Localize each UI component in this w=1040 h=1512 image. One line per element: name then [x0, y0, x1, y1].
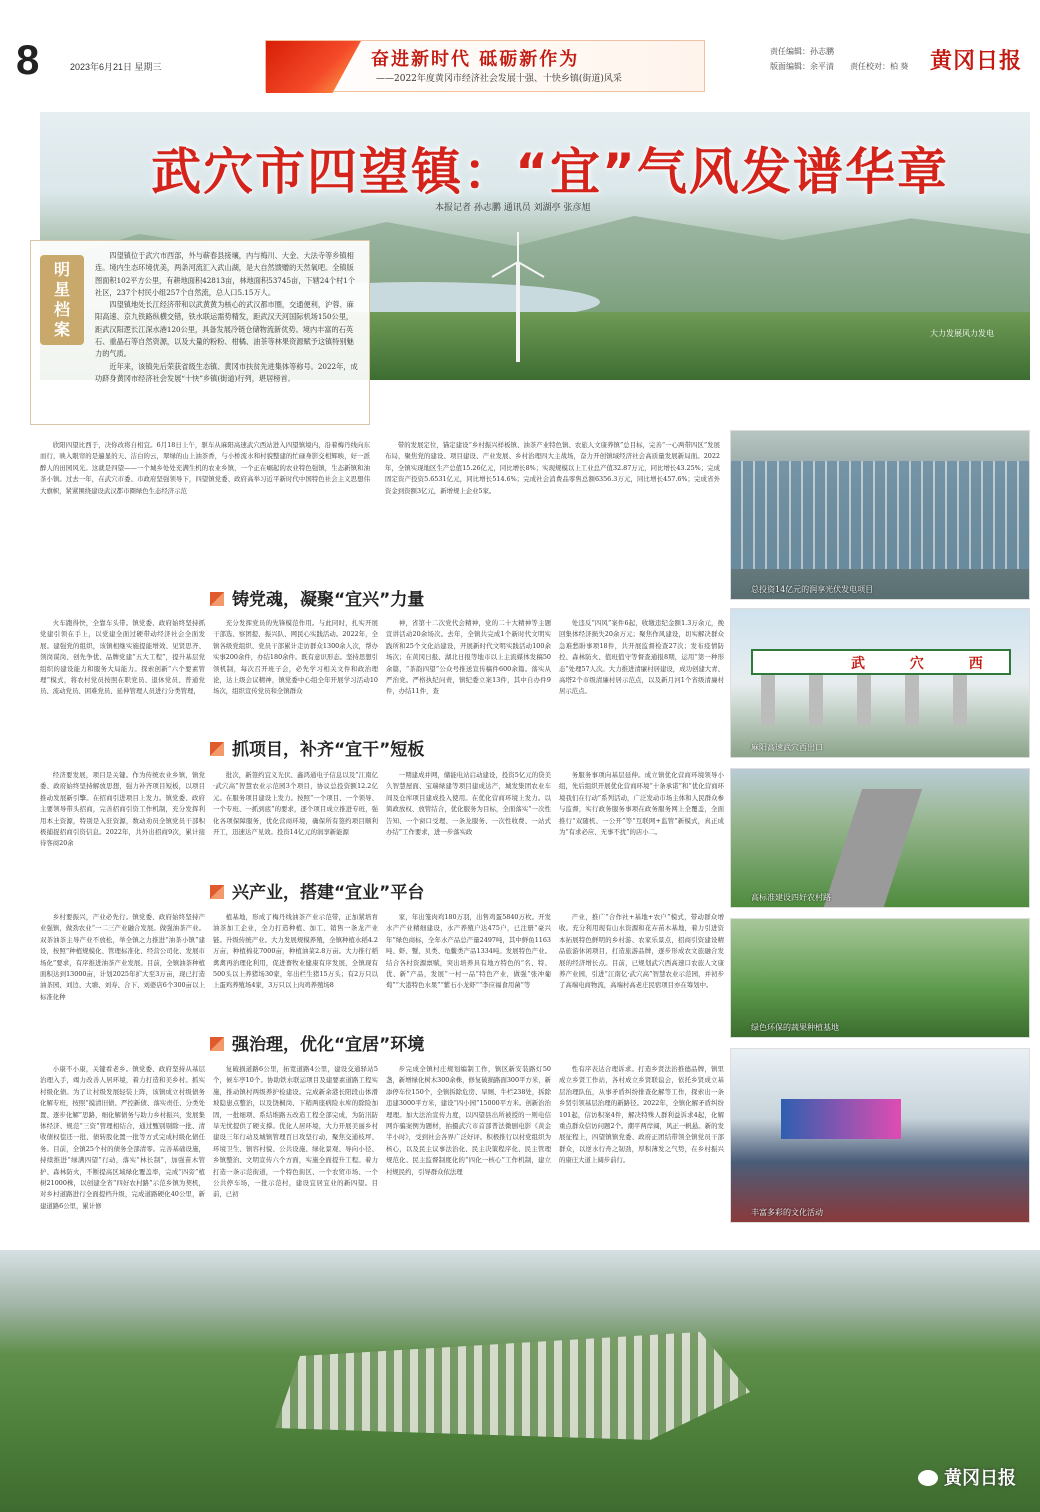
- section-heading-text: 铸党魂，凝聚“宜兴”力量: [232, 590, 425, 610]
- intro-col: 带的发展定位，锚定建设“乡村振兴样板镇、油茶产业特色镇、农旅人文康养镇”总目标，完善“一心两带四区”发展布局，聚焦党的建设、项目建设、产业发展、乡村治理四大主战场，奋力开创镇域经济社会高质量发展新局面。2022年，全镇实现地区生产总值15.26亿元，同比增长8%；实现规模以上工业总产值32.87万元，同比增长43.25%；完成固定资产投资5.6531亿元，同比增长514.6%；完成社会消费品零售总额6356.3万元，同比增长457.6%；完成省外资金到资额3亿元，新增规上企业5家。: [385, 441, 720, 495]
- page-number: 8: [16, 36, 40, 83]
- profile-text: [95, 250, 360, 385]
- section-col: 步完成全镇村庄规划编制工作，镇区新安装路灯50盏，新增绿化树木300余株，修复破损路面300平方米，新添停车位150个，全镇拆除危房、旱厕、牛栏238处，拆除违建3000平方米，建设“四小园”15000平方米。创新治治理理。加大法治宣传力度，以四望县出所被授的一则电信网诈骗案例为题材，拍摄武穴市首部普法微剧电影《黄金半小时》，受到社会各界广泛好评。积极推行以村党组织为核心，以及民主议事法治化、民主决策程序化、民主管理规范化、民主监督制度化的“四化一核心”工作机制，建立村规民约，引导群众依法理: [386, 1065, 551, 1176]
- section-col: 家，年出笼肉鸡180万羽，出售鸡蛋5840万枚。开发水产产业精细建设，水产养殖户达475户，已注册“豪兴年”绿色商标，全年水产品总产量2497吨，其中鲜鱼1163吨、虾、蟹、贝类、龟鳖类产品1334吨。发展特色产业。结合各村资源禀赋，突出培养具有地方特色的“名、特、优、新”产品，发展“一村一品”特色产业，做强“张冲葡萄”“大港特色水果”“紫石小龙虾”“李应福食用菌”等: [386, 913, 551, 990]
- section-col: 务服务事项向基层延伸。成立镇优化营商环境领导小组，先后组织开展优化营商环境“十条承诺”和“优化营商环境我们在行动”系列活动，广泛发动市场主体和人民群众参与监督，实行政务服务事项在政务服务网上全覆盖，全面推行“双随机、一公开”等“互联网+监管”新模式，真正成为“有求必应、无事不扰”的店小二。: [559, 771, 724, 837]
- section-col: 处违反“四风”案件6起，收缴违纪金额1.3万余元，挽回集体经济损失20余万元；聚焦作风建设，切实解决群众急难愁盼事项18件，共开展监督检查27次；发布疫情防控、森林防火、值班值守等督查通报8期，运用“第一种形态”处理57人次。大力推进清廉村居建设，成功创建大青、高塔2个市级清廉村居示范点，以及新月河1个省级清廉村居示范点。: [559, 619, 724, 696]
- profile-paragraph: 近年来，该镇先后荣获省级生态镇、黄冈市扶贫先进集体等称号。2022年，成功跻身黄冈市经济社会发展“十快”乡镇(街道)行列，堪居榜首。: [95, 361, 358, 383]
- intro-col: 欣阳四望比西于，决你改将自相宜。6月18日上午，驱车从麻阳高速武穴西站进入四望镇境内，沿着梅丹线向东而行，映入眼帘的是遍显的天、洁白的云，翠绿的山上油茶香，与小桥流水和村貌整建的忙碌身影交相辉映，好一派醉人的田园风光。这就是四望——一个城乡处处充满生机的农业乡镇，一个正在崛起的农业特色强镇，生态新镇和油茶小镇。过去一年，在武穴市委、市政府坚强领导下，四望镇党委、政府高举习近平新时代中国特色社会主义思想伟大旗帜，紧紧围绕建设武汉都市圈绿色生态经济示范: [40, 441, 370, 495]
- stage-photo: [730, 1048, 1030, 1223]
- watermark-text: 黄冈日报: [944, 1468, 1016, 1489]
- section-heading: [210, 585, 424, 611]
- section-marker-icon: [210, 592, 224, 606]
- section-marker-icon: [210, 1037, 224, 1051]
- road: [820, 789, 922, 908]
- section-col: 性有序表达合理诉求。打造乡贤法治推德品牌，镇里成立乡贤工作站，各村成立乡贤联谊会，依托乡贤成立基层治理队伍，从事矛盾纠纷排查化解等工作，探索出一条乡贤引领基层治理的新路径。2022年，全镇化解矛盾纠纷101起，信访积案4件，解决特殊人群利益诉求4起，化解重点群众信访问题2个。潮平两岸阔，风正一帆悬。新的发展征程上，四望镇镇党委、政府正团结带领全镇党员干部群众，以逆水行舟之韧劲，厚积薄发之气势，在乡村振兴的康庄大道上阔步前行。: [559, 1065, 724, 1165]
- profile-tag-char: 档: [53, 300, 70, 319]
- wechat-icon: [918, 1470, 938, 1486]
- profile-paragraph: 四望镇位于武穴市西部，外与蕲春县接壤，内与梅川、大金、大法寺等乡镇相连。境内生态环境优美，两条河流汇入武山湖，是大自然馈赠的天然氧吧。全镇版图面积102平方公里，有耕地面积42813亩，林地面积53745亩，下辖24个村1个社区，237个村民小组257个自然流，总人口5.15万人。: [95, 251, 356, 297]
- section-heading: [210, 735, 424, 761]
- proof-line: 责任校对：柏 葵: [850, 62, 909, 71]
- toll-gate-pillars: [761, 675, 1001, 725]
- solar-photo: [730, 430, 1030, 600]
- section-marker-icon: [210, 885, 224, 899]
- town-view: [250, 1320, 750, 1440]
- profile-tag-char: 明: [53, 260, 70, 279]
- profile-tag-char: 案: [53, 320, 70, 339]
- aerial-photo: [0, 1250, 1040, 1512]
- section-col: 火车跑得快，全靠车头带。镇党委、政府始终坚持抓党建引领在手上，以党建全面过硬带动经济社会全面发展。建强党的组织，该镇相继实施提能增效、见贤思齐、领岗谋岗、创先争优、品牌党建“五大工程”，提升基层党组织的建设能力和服务大局能力。探索创新“六个要素管理”模式，将农村党员按照在职党员、退休党员、普通党员、流动党员、困难党员、延伸管理人员进行分类管理，: [40, 619, 205, 696]
- section-heading: [210, 878, 424, 904]
- stage: [781, 1099, 901, 1139]
- section-col: 神，省第十二次党代会精神，党的二十大精神等主题宣讲活动20余场次。去年，全镇共完成1个新时代文明实践所和25个文化站建设，开展新时代文明实践活动100余场次；在黄冈日报、湖北日报等地市以上主流媒体发稿50余篇，“茶韵四望”公众号推送宣传稿件600余篇。落实从严治党。严格执纪问责，镇纪委立案13件，其中自办件9件，办结11件，查: [386, 619, 551, 696]
- solar-panels: [731, 461, 1029, 569]
- section-col: 充分发挥党员的先锋模范作用。与此同时，扎实开展干部选、察团提、振兴队、网民心实践活动。2022年，全镇各级党组织、党员干部累计走访群众1300余人次，帮办实事200余件，办结180余件。既有意识形态。坚持思想引领机制，每次召开班子会，必先学习相关文件和政治理论，达上级会议精神，镇党委中心组全年开展学习活动10场次，组织宣传党员和全镇群众: [213, 619, 378, 696]
- slogan-subtitle: ——2022年度黄冈市经济社会发展十强、十快乡镇(街道)风采: [376, 74, 622, 84]
- section-col: 批次，新签约宜义光伏、鑫鸿通电子信息以及“江南亿·武穴高”智慧农业示范园3个项目，协议总投资额12.2亿元。在服务项目建设上发力。按照“一个项目、一个领导、一个专班、一抓到底”的要求，逐个项目成立推进专班，强化各项保障服务，优化营商环境，确保所有签约项目顺利开工，迅速达产见效。投资14亿元的润享新能源: [213, 771, 378, 837]
- hero-caption: 大力发展风力发电: [930, 329, 994, 338]
- wind-turbine-icon: [516, 262, 520, 362]
- section-marker-icon: [210, 742, 224, 756]
- photo-caption: 总投资14亿元的润享光伏发电项目: [751, 585, 874, 594]
- section-heading-text: 强治理，优化“宜居”环境: [232, 1035, 425, 1055]
- photo-caption: 绿色环保的蔬果种植基地: [751, 1023, 839, 1032]
- date-line: 2023年6月21日 星期三: [70, 62, 162, 72]
- section-heading-text: 兴产业，搭建“宜业”平台: [232, 883, 425, 903]
- field-photo: [730, 918, 1030, 1038]
- editor-line: 版面编辑：余平清: [770, 62, 834, 71]
- slogan: 奋进新时代 砥砺新作为: [371, 49, 580, 70]
- editor-line: 责任编辑：孙志鹏: [770, 47, 834, 56]
- headline: 武穴市四望镇：“宜”气风发谱华章: [151, 143, 949, 201]
- profile-paragraph: 四望镇地处长江经济带和以武黄黄为核心的武汉都市圈，交通便利，沪蓉、麻阳高速、京九铁路纵横交错，铁水联运需势精发，距武汉天河国际机场150公里，距武汉阳逻长江深水港120公里，具备发展冷链仓储物流新优势。境内丰富的石英石、重晶石等自然资源，以及大量的粉粉、柑橘、油茶等林果资源赋予这镇特别魅力的气质。: [95, 300, 354, 359]
- section-heading: [210, 1030, 424, 1056]
- section-col: 植基地，形成了梅丹线油茶产业示范带，正加紧培育油茶加工企业，全力打造种植、加工、销售一条龙产业链。升级传统产业。大力发展规模养殖，全镇种植水稻4.2万亩，种植棉花7000亩，种植油菜2.8万亩。大力推行稻禽禽再治理化利用，促进畜牧业健康有序发展，全镇现有500头以上养猪场30家，年出栏生猪15万头；有2万只以上蛋鸡养殖场4家，3万只以上肉鸡养殖场8: [213, 913, 378, 990]
- section-col: 乡村要振兴，产业必先行。镇党委、政府始终坚持产业强镇，做劲农业“一二三产业融合发展。做强油茶产业。双茶油茶主导产业不放松，举全镇之力推进“油茶小镇”建设，按照“种植规模化、管理标准化、经营公司化、发展市场化”要求，有序推进油茶产业发展。目前，全镇油茶种植面积达到13000亩，计划2025年扩大至3万亩，现已打造油茶园、刘边、大塘、刘寿、合下、刘婆店6个300亩以上标准化种: [40, 913, 205, 1001]
- section-col: 产业，推广“合作社+基地+农户”模式，带动群众增收。充分利用现有山水资源和花卉苗木基地，着力引进资本拓展特色鲜明的乡村游、农家乐景点，招商引资建设精品旅游休闲项目，打造旅游品牌，逐步形成农文旅融合发展的经济增长点。目前，已规划武穴西高速口农旅人文康养产业园，引进“江南亿·武穴高”智慧农业示范园，并初步了高端电商物流，高端村高老庄民宿项目亦在筹划中。: [559, 913, 724, 990]
- profile-tag: [40, 255, 84, 345]
- photo-caption: 高标准建设四好农村路: [751, 893, 831, 902]
- red-flag-icon: [266, 41, 361, 93]
- byline: 本报记者 孙志鹏 通讯员 刘湖亭 张彦旭: [435, 203, 591, 213]
- road-photo: [730, 768, 1030, 908]
- watermark: [918, 1464, 1016, 1490]
- proof-credits: [850, 44, 908, 74]
- slogan-banner: [265, 40, 705, 92]
- toll-gate-sign: 武 穴 西: [851, 656, 1003, 672]
- photo-caption: 丰富多彩的文化活动: [751, 1208, 823, 1217]
- section-col: 小康不小康，关键看老乡。镇党委、政府坚持从基层治理入手，竭力改善人居环境，着力打造和美乡村。抓实村级化债。为了让村级发展轻装上阵，该镇成立村级债务化解专班，按照“摸清旧债、严控新债、落实责任、分类处置、逐步化解”思路，细化解债务与助力乡村振兴，发展集体经济、规范“三资”管理相结合，通过甄别剔除一批、清收债权偿还一批、债转股化置一批等方式完成村级化债任务。目前，全镇25个村的债务全部清零。完善基础设施，持续推进“绿满四望”行动，落实“林长制”，加强苗木管护、森林防火，不断提高区域绿化覆盖率，完成“四旁”植树21000株，以创建全省“四好农村路”示范乡镇为契机，对乡村道路进行全面提档升级，完成道路硬化40公里，新建道路6公里，累计修: [40, 1065, 205, 1210]
- paper-logo: 黄冈日报: [930, 48, 1023, 74]
- photo-caption: 麻阳高速武穴西出口: [751, 743, 823, 752]
- section-col: 经济要发展，项目是关键。作为传统农业乡镇，镇党委、政府始终坚持解放思想，强力补齐项目短板，以项目推动发展新引擎。在招商引进项目上发力。镇党委、政府主要领导带头招商，完善招商引资工作机制，充分发挥利用本土资源，特别是入驻资源，数动劝员全镇党员干部积极捕捉招商引资信息。2022年，共外出招商9次，累计接待客商20余: [40, 771, 205, 848]
- section-col: 一期建成并网，储能电站启动建设，投资5亿元的贷美久智慧屋面、宝瑞绿建等项目建成达产，城发集团农业车间及仓库项目建成投入使用。在优化营商环境上发力。以简政放权、放管结合，优化服务为目标，全面落实“一次性告知、一个窗口受理、一条龙服务、一次性收费、一站式办结”工作要求，进一步落实政: [386, 771, 551, 837]
- section-heading-text: 抓项目，补齐“宜干”短板: [232, 740, 425, 760]
- toll-gate-photo: [730, 608, 1030, 758]
- profile-tag-char: 星: [53, 280, 70, 299]
- section-col: 复破损道路6公里，拓宽道路4公里，建设交通驿站5个，候车亭10个。协助铁水联运项目及建要素道路工程实施，推动镇村两级养护检建设。完成新余港长阳段山体滑坡隐患点整治，以及饶桐岗、下稍两座病险水库的除险加固，一批细项、系结堆路五改造工程全部完成，为防汛防旱无忧提供了硬支撑。优化人居环境，大力开展美丽乡村建设三年行动及城镇管理百日攻坚行动，聚焦交通枝坪、环境卫生、镇容村貌、公共设施、绿化景观、导向小径、乡镇整治、文明宣传六个方面，实施全面提升工程。着力打造一条示范街道，一个特色街区、一个农贸市场、一个公共停车场，一批示范村，建设宜居宜业的新四望。目前，已初: [213, 1065, 378, 1199]
- masthead: [0, 0, 1040, 108]
- editor-credits: [770, 44, 834, 74]
